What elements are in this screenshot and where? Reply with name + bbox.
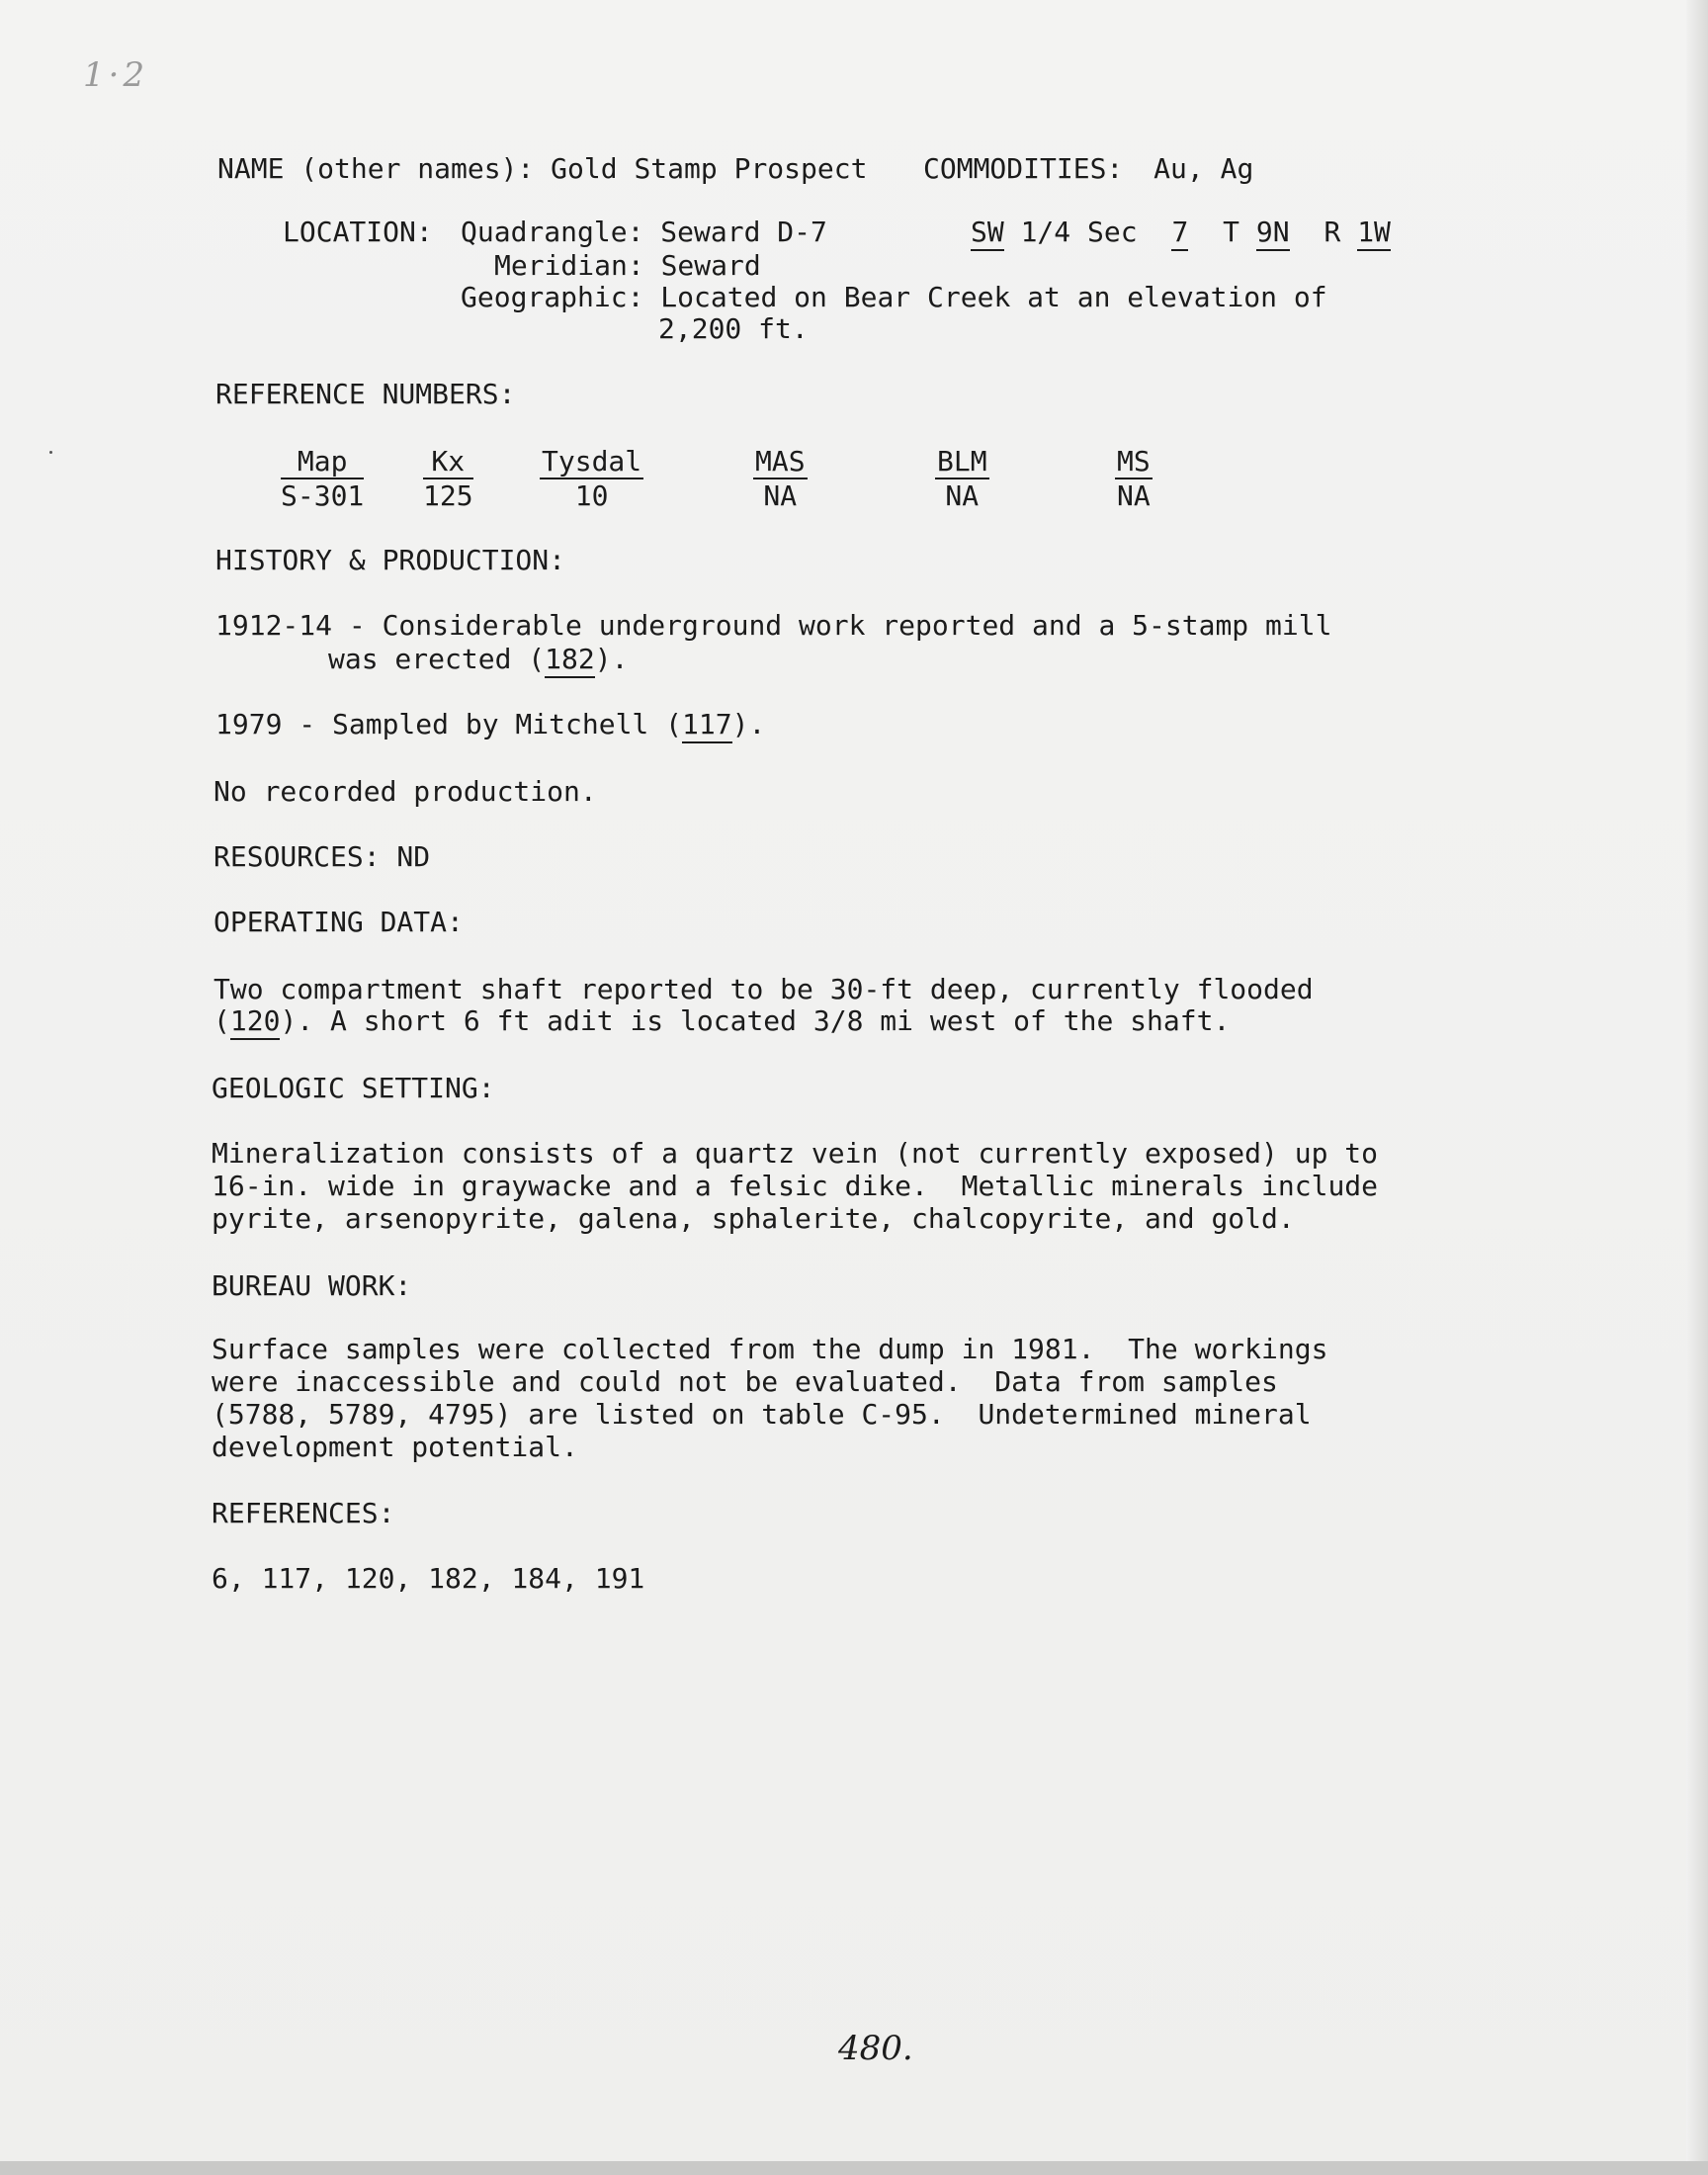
history-entry-1912: 1912-14 - Considerable underground work reported and a 5-stamp mill <box>215 609 1332 642</box>
operating-line-2 <box>214 1004 1230 1038</box>
citation-182: 182 <box>545 643 595 678</box>
ref-col-ms <box>1115 447 1153 511</box>
text: ). A short 6 ft adit is located 3/8 mi west of the shaft. <box>280 1004 1231 1037</box>
bureau-heading: BUREAU WORK: <box>212 1269 412 1302</box>
commodities-line <box>923 152 1253 186</box>
name-value: Gold Stamp Prospect <box>551 152 868 185</box>
ref-header: BLM <box>937 445 987 478</box>
bureau-paragraph <box>212 1333 1327 1463</box>
quarter-suffix: 1/4 Sec <box>1020 216 1138 248</box>
speck <box>49 451 52 454</box>
quadrangle-value: Seward D-7 <box>660 216 827 248</box>
name-line <box>217 152 867 186</box>
geographic-line-2: 2,200 ft. <box>658 312 809 345</box>
geographic-value: Located on Bear Creek at an elevation of <box>660 281 1327 313</box>
history-entry-1979 <box>215 708 765 741</box>
text: ( <box>214 1004 230 1037</box>
text-line: development potential. <box>212 1431 578 1463</box>
text-line: were inaccessible and could not be evaluated. Data from samples <box>212 1365 1278 1398</box>
ref-col-mas <box>753 447 808 511</box>
meridian-line <box>494 249 761 283</box>
commodities-value: Au, Ag <box>1153 152 1254 185</box>
references-list: 6, 117, 120, 182, 184, 191 <box>212 1562 645 1595</box>
geologic-heading: GEOLOGIC SETTING: <box>212 1072 495 1104</box>
text-line: 16-in. wide in graywacke and a felsic dike. Metallic minerals include <box>212 1170 1379 1202</box>
ref-header: Map <box>281 447 364 479</box>
name-label: NAME (other names): <box>217 152 535 185</box>
margin-scribble: 1·2 <box>83 55 149 95</box>
production-note: No recorded production. <box>214 775 597 808</box>
quarter-section: SW <box>971 216 1004 251</box>
geographic-label: Geographic: <box>461 281 644 313</box>
location-label: LOCATION: <box>283 216 433 248</box>
resources-line: RESOURCES: ND <box>214 840 431 873</box>
citation-120: 120 <box>230 1004 281 1040</box>
ref-value: S-301 <box>281 479 365 512</box>
ref-col-tysdal <box>540 447 643 511</box>
references-heading: REFERENCES: <box>212 1497 395 1529</box>
geologic-paragraph <box>212 1137 1378 1235</box>
ref-col-blm <box>935 447 989 511</box>
text-line: Surface samples were collected from the dump in 1981. The workings <box>212 1333 1328 1365</box>
township-label: T <box>1223 216 1240 248</box>
section-number: 7 <box>1171 216 1188 251</box>
history-entry-1912-cont <box>328 643 628 676</box>
ref-value: NA <box>763 479 798 512</box>
quadrangle-label: Quadrangle: <box>461 216 644 248</box>
history-heading: HISTORY & PRODUCTION: <box>215 544 566 576</box>
township-value: 9N <box>1256 216 1290 251</box>
meridian-label: Meridian: <box>494 249 644 282</box>
ref-value: 10 <box>574 479 609 512</box>
scan-edge-right <box>1686 0 1708 2175</box>
range-value: 1W <box>1357 216 1391 251</box>
ref-header: MAS <box>755 445 806 478</box>
text: ). <box>731 708 766 740</box>
ref-header: MS <box>1117 445 1151 478</box>
operating-heading: OPERATING DATA: <box>214 906 464 938</box>
text: ). <box>594 643 629 675</box>
ref-value: NA <box>945 479 980 512</box>
page-number: 480. <box>838 2029 913 2068</box>
commodities-label: COMMODITIES: <box>923 152 1124 185</box>
citation-117: 117 <box>682 708 732 743</box>
text-line: (5788, 5789, 4795) are listed on table C-95. Undetermined mineral <box>212 1398 1312 1431</box>
text: 1979 - Sampled by Mitchell ( <box>215 708 683 740</box>
text-line: Mineralization consists of a quartz vein (not currently exposed) up to <box>212 1137 1379 1170</box>
ref-value: 125 <box>423 479 473 512</box>
text-line: pyrite, arsenopyrite, galena, sphalerite, chalcopyrite, and gold. <box>212 1202 1295 1235</box>
text: was erected ( <box>328 643 546 675</box>
scan-edge-bottom <box>0 2161 1708 2175</box>
quadrangle-line <box>461 216 827 249</box>
ref-header: Tysdal <box>542 445 642 478</box>
operating-line-1: Two compartment shaft reported to be 30-ft deep, currently flooded <box>214 973 1314 1005</box>
geographic-line <box>461 281 1327 314</box>
reference-numbers-heading: REFERENCE NUMBERS: <box>215 378 516 410</box>
ref-col-map <box>281 447 364 511</box>
meridian-value: Seward <box>660 249 761 282</box>
plss-line <box>971 216 1391 249</box>
range-label: R <box>1324 216 1341 248</box>
ref-header: Kx <box>423 447 473 479</box>
ref-value: NA <box>1117 479 1151 512</box>
ref-col-kx <box>423 447 473 511</box>
